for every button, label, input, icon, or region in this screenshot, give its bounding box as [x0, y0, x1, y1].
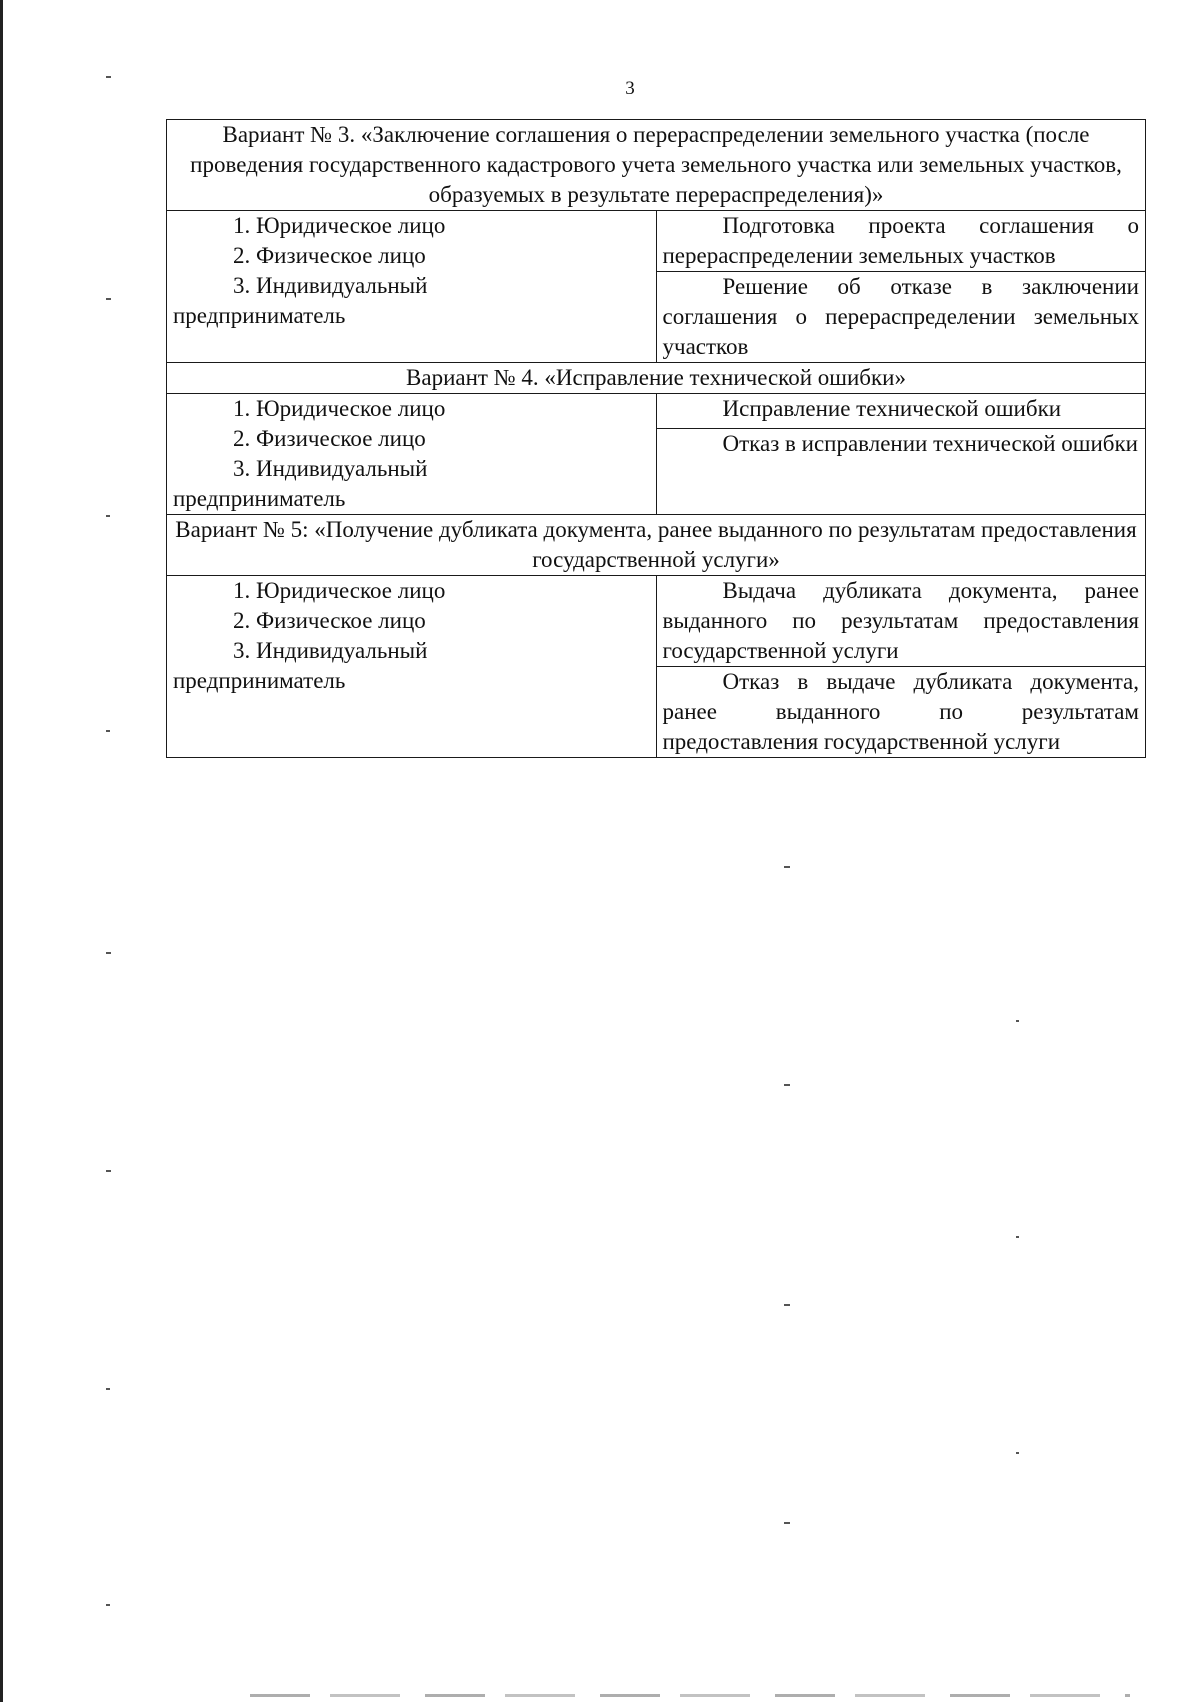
applicant-item: 3. Индивидуальный: [233, 456, 428, 481]
applicant-item: 1. Юридическое лицо: [233, 578, 446, 603]
scan-speck: [1016, 1236, 1019, 1238]
variant-4-header-row: [167, 363, 1146, 394]
scan-speck: [106, 76, 111, 78]
variant-4-row-1: [167, 394, 1146, 429]
scan-speck: [784, 1522, 790, 1524]
applicant-item: предприниматель: [173, 486, 346, 511]
variant-3-applicants: [167, 211, 657, 363]
variant-4-outcome-2: Отказ в исправлении технической ошибки: [656, 428, 1146, 514]
scan-speck: [106, 1388, 110, 1390]
applicant-item: 2. Физическое лицо: [233, 243, 426, 268]
variant-3-row-1: [167, 211, 1146, 272]
variant-4-applicants: [167, 394, 657, 515]
variant-5-applicants: [167, 576, 657, 758]
scan-speck: [106, 515, 110, 517]
variant-3-header-row: [167, 120, 1146, 211]
variant-3-outcome-1: Подготовка проекта соглашения о перераспределении земельных участков: [656, 211, 1146, 272]
variant-5-row-1: [167, 576, 1146, 667]
scan-speck: [106, 952, 111, 954]
scan-speck: [106, 298, 111, 300]
applicant-item: 1. Юридическое лицо: [233, 213, 446, 238]
scan-speck: [784, 1084, 790, 1086]
scan-footer-noise: [250, 1694, 1130, 1697]
applicant-item: предприниматель: [173, 303, 346, 328]
scan-speck: [1016, 1452, 1019, 1454]
variant-3-header: Вариант № 3. «Заключение соглашения о перераспределении земельного участка (после проведения государственного кадастрового учета земельного участка или земельных участков, образуемых в результате перераспределения)»: [167, 120, 1146, 211]
scan-speck: [106, 1170, 111, 1172]
variants-table: [166, 119, 1146, 758]
applicant-item: 2. Физическое лицо: [233, 608, 426, 633]
applicant-item: 3. Индивидуальный: [233, 273, 428, 298]
applicant-item: предприниматель: [173, 668, 346, 693]
scan-speck: [784, 1304, 790, 1306]
scan-speck: [106, 730, 110, 732]
scan-speck: [1016, 1020, 1019, 1022]
variant-5-outcome-2: Отказ в выдаче дубликата документа, ранее выданного по результатам предоставления государственной услуги: [656, 667, 1146, 758]
variant-5-header: Вариант № 5: «Получение дубликата документа, ранее выданного по результатам предоставления государственной услуги»: [167, 515, 1146, 576]
variant-4-outcome-1: Исправление технической ошибки: [656, 394, 1146, 429]
scan-speck: [106, 1604, 110, 1606]
variant-5-outcome-1: Выдача дубликата документа, ранее выданного по результатам предоставления государственной услуги: [656, 576, 1146, 667]
scan-left-edge: [0, 0, 3, 1702]
applicant-item: 3. Индивидуальный: [233, 638, 428, 663]
scan-speck: [784, 866, 790, 868]
page-number: 3: [625, 78, 635, 99]
variant-4-header: Вариант № 4. «Исправление технической ошибки»: [167, 363, 1146, 394]
variant-3-outcome-2: Решение об отказе в заключении соглашения о перераспределении земельных участков: [656, 272, 1146, 363]
applicant-item: 2. Физическое лицо: [233, 426, 426, 451]
variant-5-header-row: [167, 515, 1146, 576]
applicant-item: 1. Юридическое лицо: [233, 396, 446, 421]
